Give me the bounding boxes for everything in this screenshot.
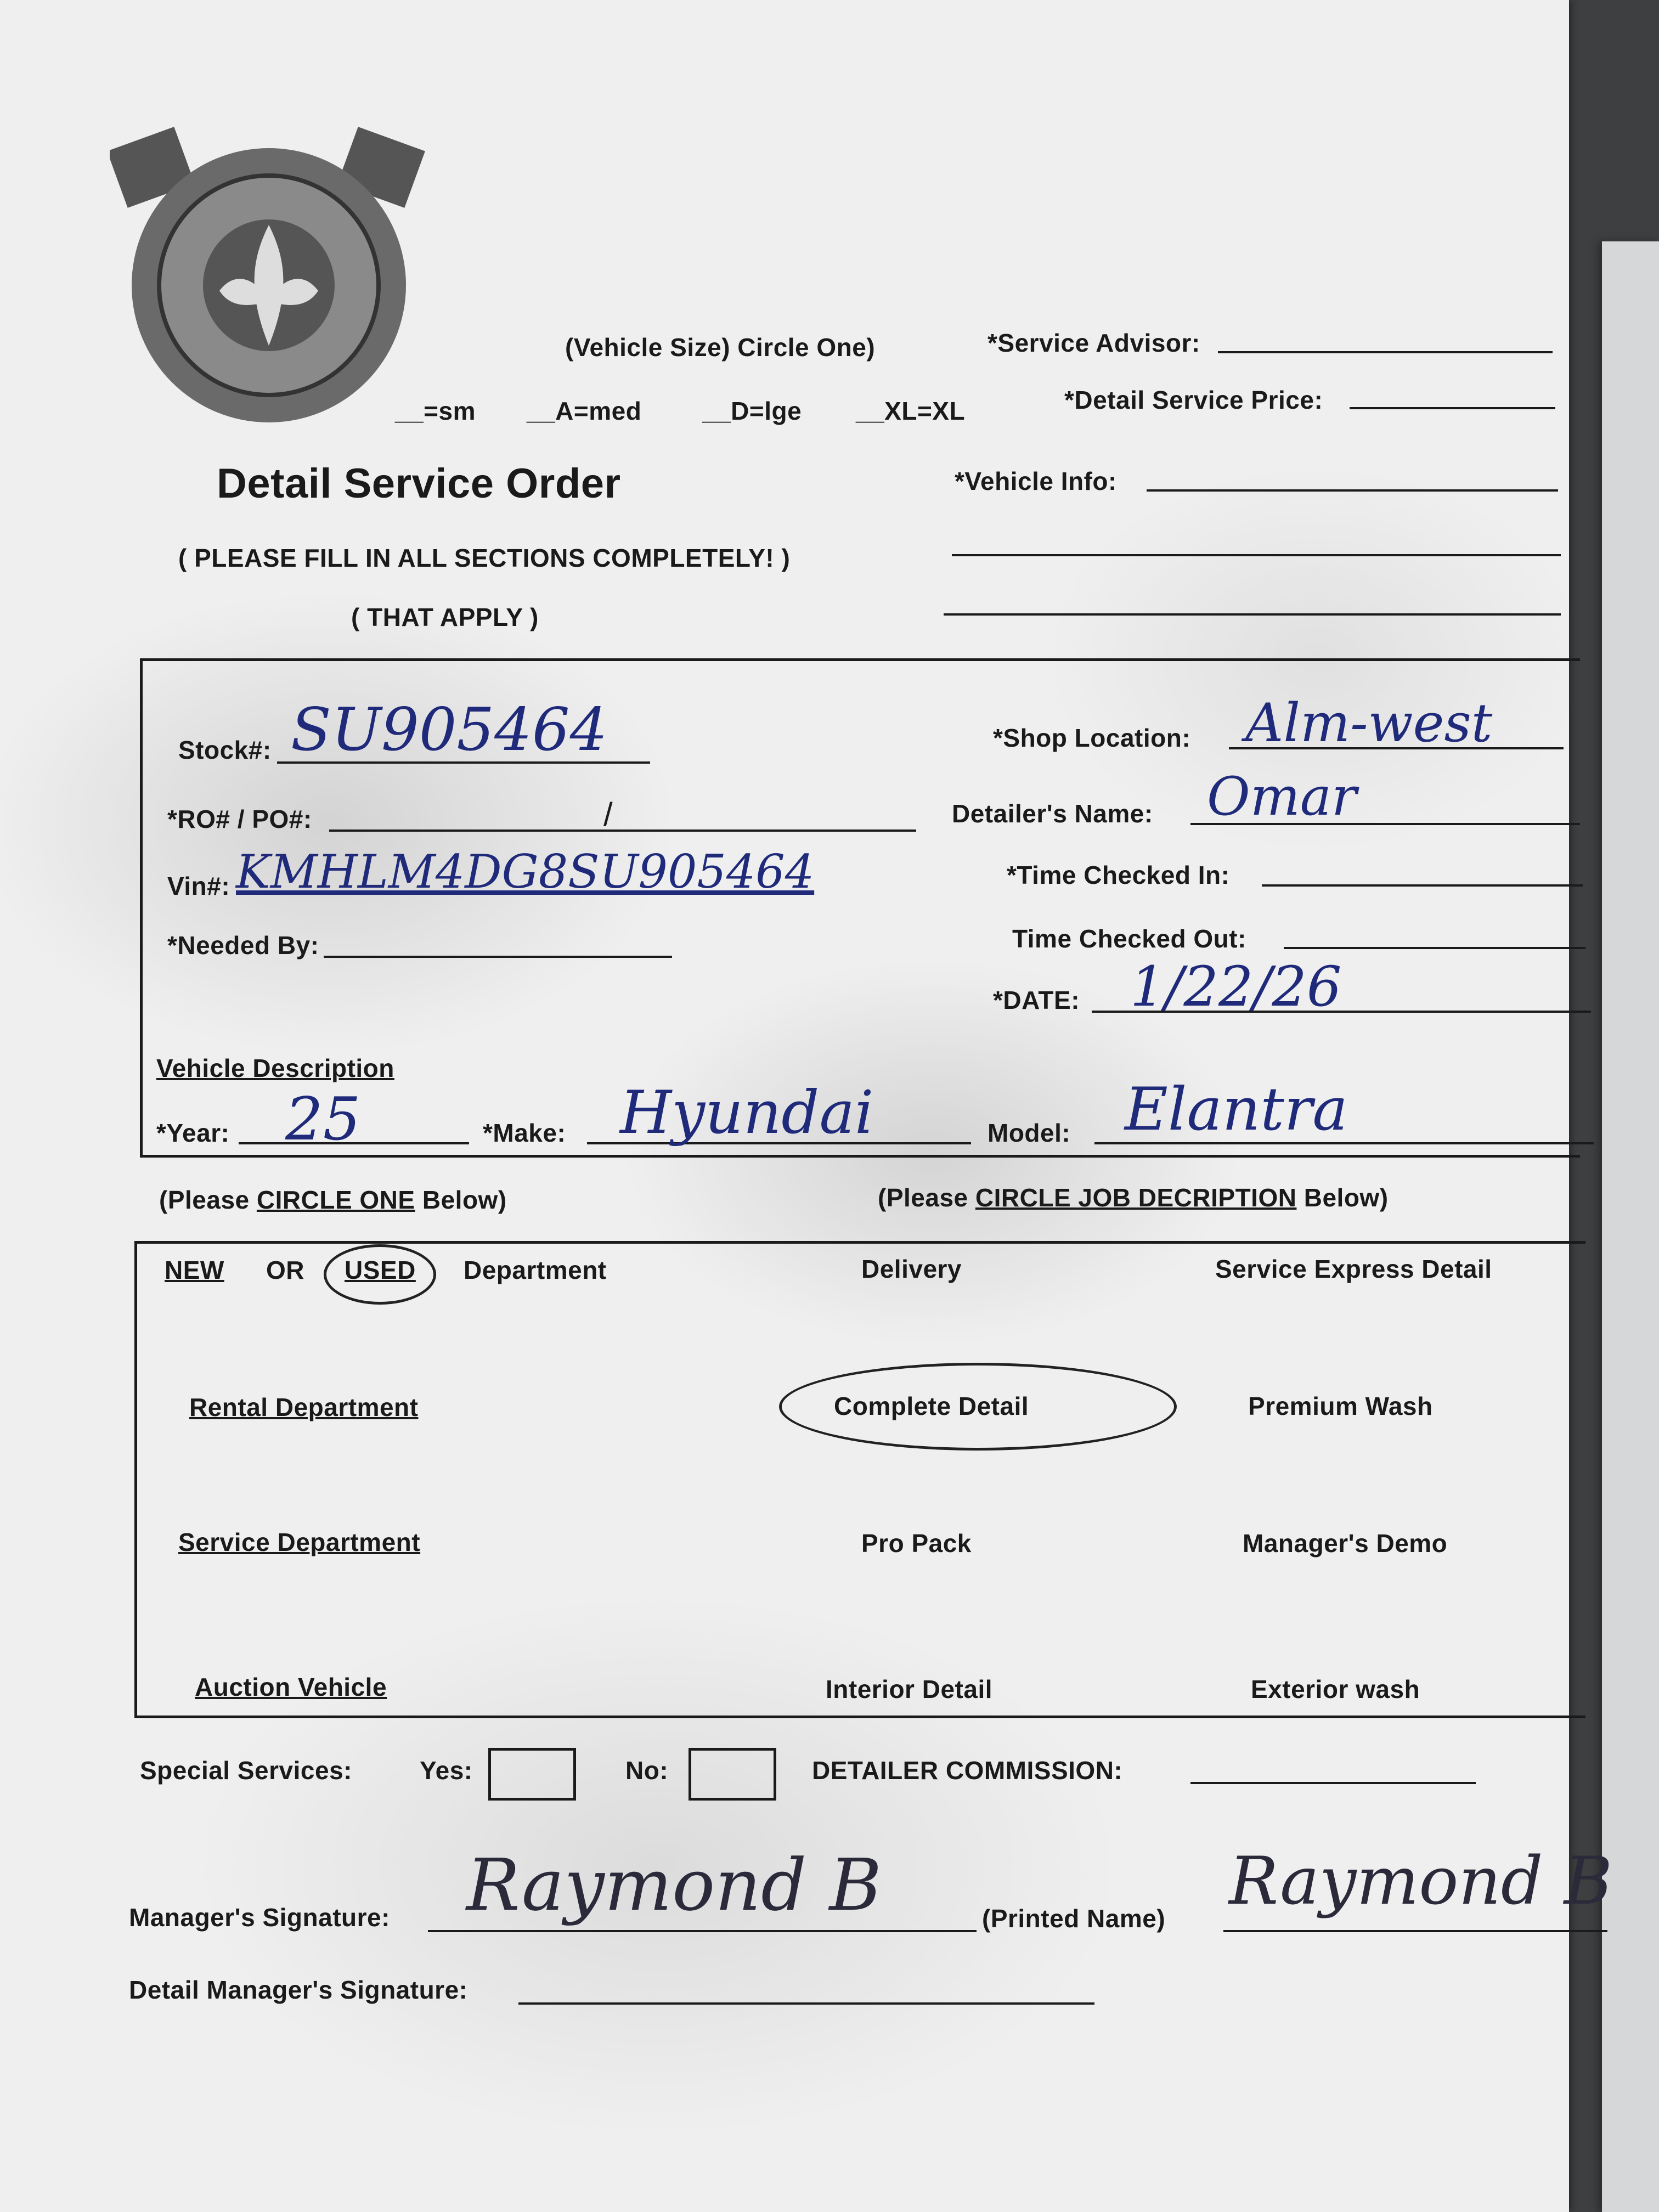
option-managers-demo[interactable]: Manager's Demo [1243,1529,1448,1558]
printed-name-field[interactable] [1223,1930,1607,1932]
service-advisor-label: *Service Advisor: [988,329,1200,357]
vehicle-size-label: (Vehicle Size) Circle One) [565,333,876,362]
detailer-commission-label: DETAILER COMMISSION: [812,1756,1123,1785]
option-interior-detail[interactable]: Interior Detail [826,1675,993,1703]
year-value: 25 [285,1085,361,1154]
vehicle-info-label: *Vehicle Info: [955,467,1117,495]
manager-signature-label: Manager's Signature: [129,1903,390,1932]
stock-value: SU905464 [291,696,608,764]
ro-po-label: *RO# / PO#: [167,805,312,833]
service-advisor-field[interactable] [1218,351,1553,353]
detail-manager-signature-field[interactable] [518,2002,1094,2005]
circle-job-hint: (Please CIRCLE JOB DECRIPTION Below) [878,1183,1389,1212]
model-value: Elantra [1125,1075,1348,1144]
option-used[interactable]: USED [345,1256,416,1284]
option-premium-wash[interactable]: Premium Wash [1248,1392,1433,1420]
ro-po-value: / [603,796,613,833]
needed-by-field[interactable] [324,956,672,958]
time-checked-out-field[interactable] [1284,947,1585,949]
size-option-med: __A=med [527,397,642,425]
vehicle-info-field-line-2[interactable] [952,554,1561,556]
special-yes-checkbox[interactable] [488,1748,576,1801]
time-checked-in-field[interactable] [1262,884,1583,887]
vin-value: KMHLM4DG8SU905464 [236,845,815,899]
circle-one-hint: (Please CIRCLE ONE Below) [159,1186,507,1214]
option-service-department[interactable]: Service Department [178,1528,421,1556]
ro-po-field[interactable] [329,830,916,832]
printed-name-value: Raymond B [1229,1843,1612,1920]
size-option-lge: __D=lge [702,397,802,425]
detail-price-label: *Detail Service Price: [1064,386,1323,414]
special-yes-label: Yes: [420,1756,473,1785]
make-label: *Make: [483,1119,566,1147]
vehicle-info-field[interactable] [1147,489,1558,492]
detail-manager-signature-label: Detail Manager's Signature: [129,1976,468,2004]
model-label: Model: [988,1119,1071,1147]
detail-price-field[interactable] [1350,407,1555,409]
option-service-express-detail[interactable]: Service Express Detail [1215,1255,1492,1283]
special-no-label: No: [625,1756,669,1785]
complete-detail-selection-circle [779,1363,1177,1451]
manager-signature-value: Raymond B [466,1843,882,1927]
needed-by-label: *Needed By: [167,931,319,960]
vin-label: Vin#: [167,872,230,900]
option-new[interactable]: NEW [165,1256,224,1284]
vehicle-description-heading: Vehicle Description [156,1054,394,1082]
option-exterior-wash[interactable]: Exterior wash [1251,1675,1420,1703]
detailer-commission-field[interactable] [1190,1782,1476,1784]
detailer-name-value: Omar [1207,766,1357,827]
manager-signature-field[interactable] [428,1930,977,1932]
special-no-checkbox[interactable] [689,1748,776,1801]
that-apply-note: ( THAT APPLY ) [351,603,539,631]
option-delivery[interactable]: Delivery [861,1255,962,1283]
size-option-xl: __XL=XL [856,397,966,425]
or-label: OR [266,1256,304,1284]
detailer-name-label: Detailer's Name: [952,799,1153,828]
option-rental-department[interactable]: Rental Department [189,1393,419,1421]
size-option-sm: __=sm [395,397,476,425]
option-auction-vehicle[interactable]: Auction Vehicle [195,1673,387,1701]
stock-label: Stock#: [178,736,272,764]
special-services-label: Special Services: [140,1756,352,1785]
used-selection-circle [324,1244,436,1305]
department-label: Department [464,1256,607,1284]
shop-location-label: *Shop Location: [993,724,1191,752]
vehicle-info-field-line-3[interactable] [944,613,1561,616]
fill-instruction: ( PLEASE FILL IN ALL SECTIONS COMPLETELY! ) [178,544,791,572]
option-pro-pack[interactable]: Pro Pack [861,1529,972,1558]
time-checked-out-label: Time Checked Out: [1012,924,1246,953]
time-checked-in-label: *Time Checked In: [1007,861,1230,889]
page-title: Detail Service Order [217,460,621,507]
job-choices-box [134,1241,1585,1718]
date-value: 1/22/26 [1130,955,1342,1019]
shop-location-value: Alm-west [1245,692,1493,754]
year-label: *Year: [156,1119,230,1147]
printed-name-label: (Printed Name) [982,1904,1166,1933]
date-label: *DATE: [993,986,1080,1014]
victory-shine-seal-icon [110,126,428,433]
option-complete-detail[interactable]: Complete Detail [834,1392,1029,1420]
make-value: Hyundai [620,1079,874,1147]
